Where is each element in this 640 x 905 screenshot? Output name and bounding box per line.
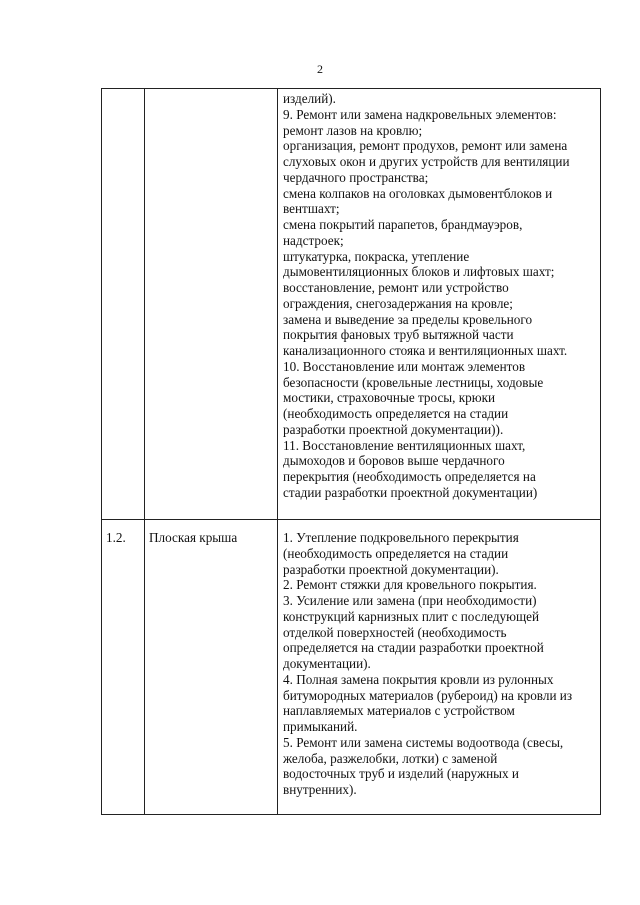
table-row bbox=[102, 520, 601, 815]
text-line: 3. Усиление или замена (при необходимости) bbox=[283, 593, 537, 608]
text-line: канализационного стояка и вентиляционных шахт. bbox=[283, 343, 568, 358]
text-line: смена покрытий парапетов, брандмауэров, bbox=[283, 217, 523, 232]
element-name-cell bbox=[145, 89, 278, 520]
text-line: ремонт лазов на кровлю; bbox=[283, 122, 423, 138]
text-line: примыканий. bbox=[283, 719, 358, 734]
page-number: 2 bbox=[317, 62, 323, 76]
text-line: 9. Ремонт или замена надкровельных элементов: bbox=[283, 106, 557, 122]
text-line: документации). bbox=[283, 656, 371, 671]
text-line: 1. Утепление подкровельного перекрытия bbox=[283, 530, 519, 545]
text-line: отделкой поверхностей (необходимость bbox=[283, 624, 507, 640]
text-line: желоба, разжелобки, лотки) с заменой bbox=[283, 750, 498, 766]
text-line: битумородных материалов (рубероид) на кровли из bbox=[283, 687, 573, 703]
text-line: перекрытия (необходимость определяется на bbox=[283, 469, 536, 484]
text-line: штукатурка, покраска, утепление bbox=[283, 248, 470, 264]
text-line: восстановление, ремонт или устройство bbox=[283, 280, 509, 295]
text-line: мостики, страховочные тросы, крюки bbox=[283, 390, 496, 406]
row-number-cell: 1.2. bbox=[102, 520, 145, 815]
text-line: безопасности (кровельные лестницы, ходовые bbox=[283, 374, 544, 390]
text-line: организация, ремонт продухов, ремонт или замена bbox=[283, 138, 568, 154]
text-line: водосточных труб и изделий (наружных и bbox=[283, 766, 519, 782]
text-line: 10. Восстановление или монтаж элементов bbox=[283, 358, 526, 374]
text-line: (необходимость определяется на стадии bbox=[283, 406, 509, 421]
text-line: определяется на стадии разработки проектной bbox=[283, 640, 544, 656]
text-line: 2. Ремонт стяжки для кровельного покрытия. bbox=[283, 577, 537, 593]
text-line: 5. Ремонт или замена системы водоотвода (свесы, bbox=[283, 734, 564, 750]
row-number-cell bbox=[102, 89, 145, 520]
text-line: покрытия фановых труб вытяжной части bbox=[283, 327, 514, 343]
text-line: 11. Восстановление вентиляционных шахт, bbox=[283, 437, 526, 453]
text-line: слуховых окон и других устройств для вентиляции bbox=[283, 154, 570, 169]
text-line: конструкций карнизных плит с последующей bbox=[283, 608, 540, 624]
works-list-cell bbox=[278, 520, 601, 815]
text-line: (необходимость определяется на стадии bbox=[283, 545, 509, 561]
text-line: наплавляемых материалов с устройством bbox=[283, 703, 515, 719]
element-name-cell: Плоская крыша bbox=[145, 520, 278, 815]
text-line: надстроек; bbox=[283, 232, 344, 248]
text-line: дымовентиляционных блоков и лифтовых шахт; bbox=[283, 264, 555, 280]
text-line: стадии разработки проектной документации) bbox=[283, 484, 538, 500]
text-line: чердачного пространства; bbox=[283, 169, 429, 185]
text-line: внутренних). bbox=[283, 782, 357, 797]
text-line: вентшахт; bbox=[283, 201, 340, 217]
text-line: замена и выведение за пределы кровельного bbox=[283, 311, 533, 327]
text-line: изделий). bbox=[283, 91, 336, 106]
text-line: разработки проектной документации). bbox=[283, 561, 499, 577]
text-line: ограждения, снегозадержания на кровле; bbox=[283, 295, 513, 311]
text-line: 4. Полная замена покрытия кровли из рулонных bbox=[283, 671, 554, 687]
text-line: дымоходов и боровов выше чердачного bbox=[283, 453, 505, 469]
text-line: смена колпаков на оголовках дымовентблоков и bbox=[283, 185, 553, 201]
table-row bbox=[102, 89, 601, 520]
works-table bbox=[101, 88, 601, 815]
works-list-cell bbox=[278, 89, 601, 520]
text-line: разработки проектной документации)). bbox=[283, 421, 504, 437]
